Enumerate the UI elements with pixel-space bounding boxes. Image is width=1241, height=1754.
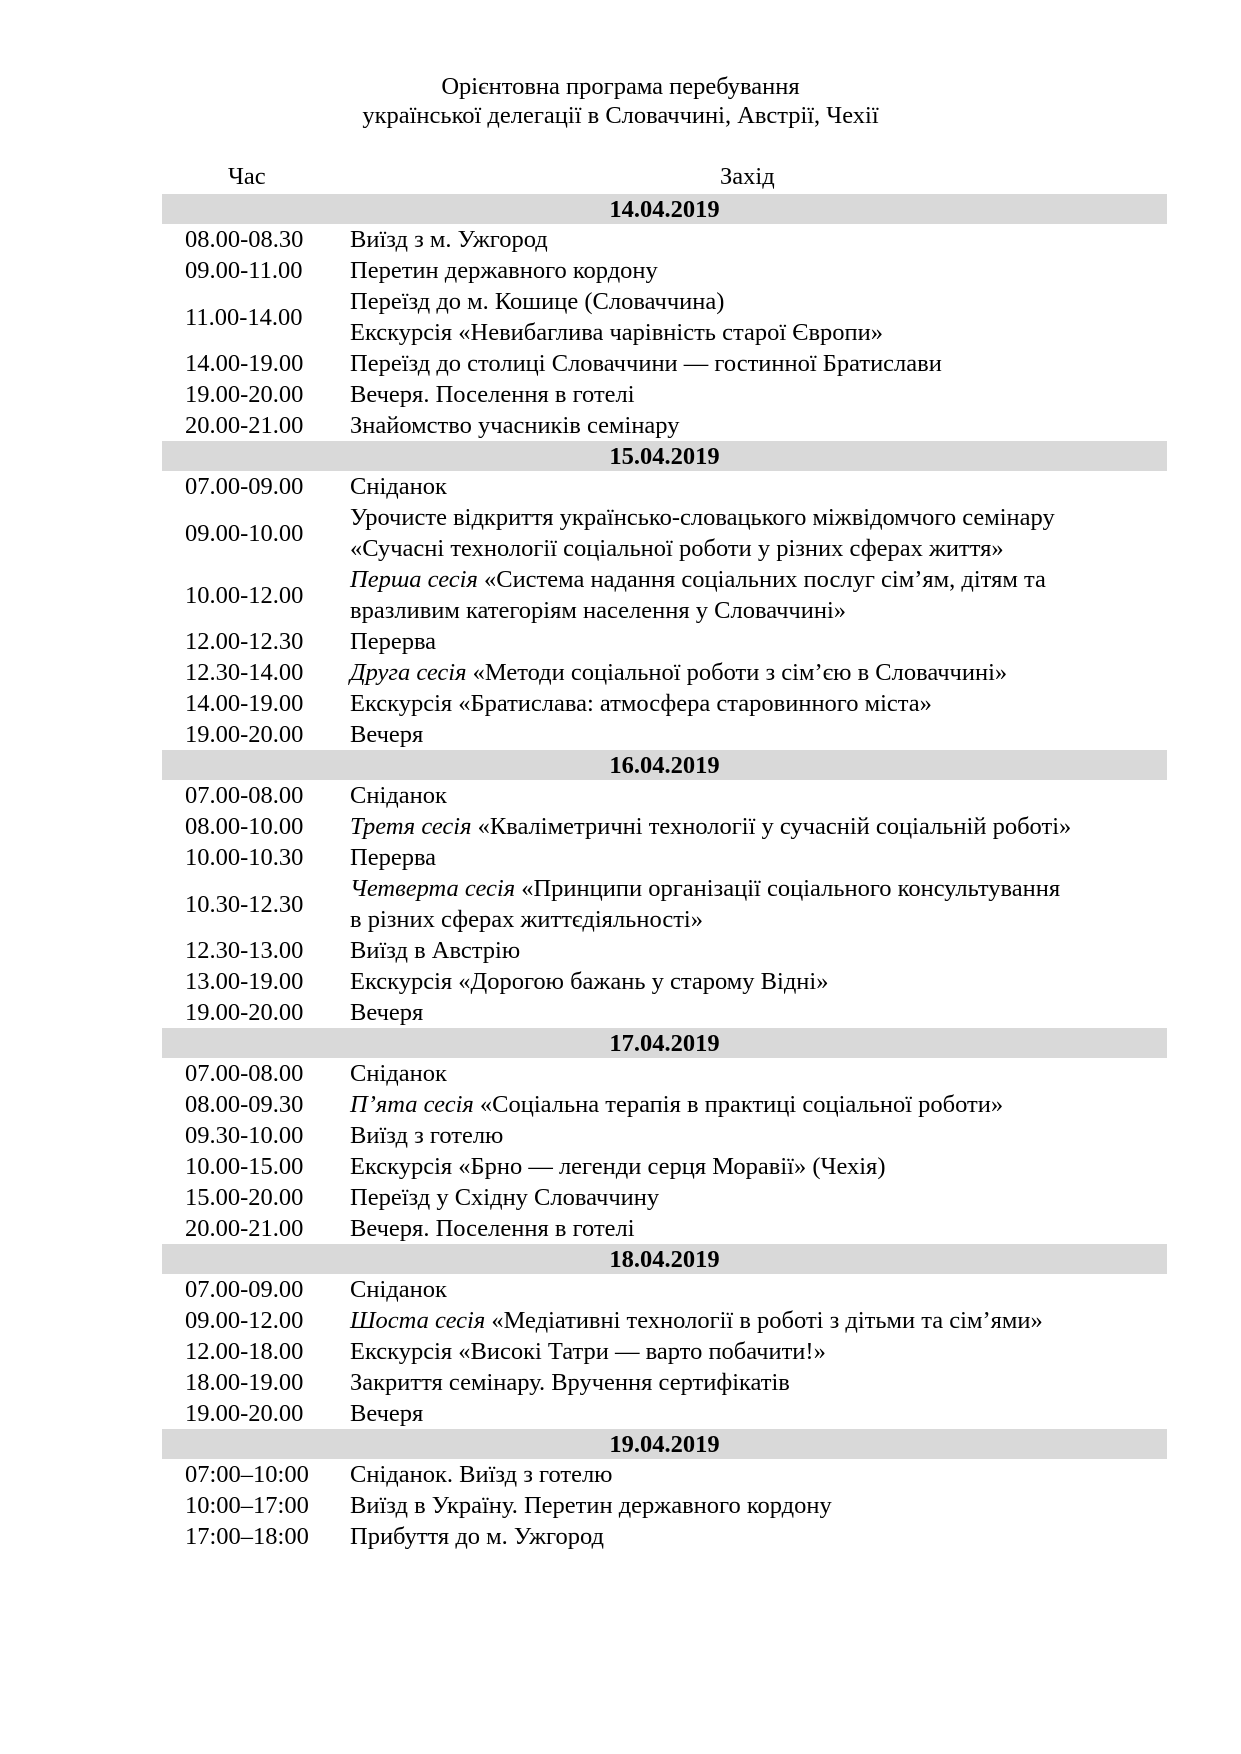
event-text: Сніданок bbox=[350, 473, 447, 500]
schedule-row bbox=[162, 1398, 1167, 1429]
day-header: 17.04.2019 bbox=[162, 1028, 1167, 1058]
event-line bbox=[350, 904, 1167, 935]
event-text: Переїзд до м. Кошице (Словаччина) bbox=[350, 288, 725, 315]
schedule-row bbox=[162, 1367, 1167, 1398]
event-text: Вечеря. Поселення в готелі bbox=[350, 1215, 635, 1242]
row-event bbox=[350, 626, 1167, 657]
row-time: 10.30-12.30 bbox=[185, 890, 304, 918]
row-event bbox=[350, 811, 1167, 842]
row-time: 14.00-19.00 bbox=[185, 690, 304, 717]
schedule-row bbox=[162, 842, 1167, 873]
event-line bbox=[350, 410, 1167, 441]
schedule-row bbox=[162, 471, 1167, 502]
row-event bbox=[350, 379, 1167, 410]
row-time: 12.00-18.00 bbox=[185, 1338, 304, 1365]
row-event bbox=[350, 255, 1167, 286]
row-time: 19.00-20.00 bbox=[185, 1400, 304, 1427]
schedule-row bbox=[162, 564, 1167, 626]
event-line bbox=[350, 1367, 1167, 1398]
schedule-row bbox=[162, 379, 1167, 410]
schedule-table bbox=[162, 194, 1167, 1552]
row-event bbox=[350, 1089, 1167, 1120]
event-line bbox=[350, 842, 1167, 873]
document-title bbox=[0, 72, 1241, 130]
schedule-row bbox=[162, 1151, 1167, 1182]
row-time: 09.30-10.00 bbox=[185, 1122, 304, 1149]
row-event bbox=[350, 1490, 1167, 1521]
row-event bbox=[350, 471, 1167, 502]
schedule-row bbox=[162, 1305, 1167, 1336]
event-text: «Система надання соціальних послуг сім’ям, дітям та bbox=[477, 566, 1046, 593]
row-time: 08.00-10.00 bbox=[185, 813, 304, 840]
event-line bbox=[350, 317, 1167, 348]
schedule-row bbox=[162, 1459, 1167, 1490]
event-text: Екскурсія «Братислава: атмосфера старовинного міста» bbox=[350, 690, 932, 717]
row-time: 08.00-08.30 bbox=[185, 226, 304, 253]
event-line bbox=[350, 626, 1167, 657]
event-line bbox=[350, 1274, 1167, 1305]
event-line bbox=[350, 873, 1167, 904]
schedule-row bbox=[162, 1336, 1167, 1367]
schedule-row bbox=[162, 966, 1167, 997]
row-time: 10:00–17:00 bbox=[185, 1492, 309, 1519]
row-time: 07:00–10:00 bbox=[185, 1461, 309, 1488]
event-text: Виїзд в Україну. Перетин державного кордону bbox=[350, 1492, 832, 1519]
event-text: Екскурсія «Високі Татри — варто побачити!» bbox=[350, 1338, 826, 1365]
schedule-row bbox=[162, 1058, 1167, 1089]
event-text: Переїзд у Східну Словаччину bbox=[350, 1184, 660, 1211]
event-text: Екскурсія «Дорогою бажань у старому Відні» bbox=[350, 968, 829, 995]
event-text: «Методи соціальної роботи з сім’єю в Словаччині» bbox=[466, 659, 1008, 686]
row-time: 11.00-14.00 bbox=[185, 303, 303, 331]
row-time: 20.00-21.00 bbox=[185, 1215, 304, 1242]
row-event bbox=[350, 1398, 1167, 1429]
row-event bbox=[350, 1274, 1167, 1305]
row-time: 12.30-13.00 bbox=[185, 937, 304, 964]
event-text: Сніданок bbox=[350, 782, 447, 809]
event-text: Виїзд в Австрію bbox=[350, 937, 521, 964]
event-text: в різних сферах життєдіяльності» bbox=[350, 906, 703, 933]
day-header: 16.04.2019 bbox=[162, 750, 1167, 780]
row-time: 19.00-20.00 bbox=[185, 381, 304, 408]
event-line bbox=[350, 1058, 1167, 1089]
event-text: Сніданок bbox=[350, 1060, 447, 1087]
event-text: «Кваліметричні технології у сучасній соціальній роботі» bbox=[471, 813, 1072, 840]
event-text: Виїзд з готелю bbox=[350, 1122, 504, 1149]
event-line bbox=[350, 935, 1167, 966]
event-line bbox=[350, 1151, 1167, 1182]
row-time: 17:00–18:00 bbox=[185, 1523, 309, 1550]
event-text: «Медіативні технології в роботі з дітьми та сім’ями» bbox=[485, 1307, 1043, 1334]
day-header: 14.04.2019 bbox=[162, 194, 1167, 224]
row-event bbox=[350, 1213, 1167, 1244]
schedule-row bbox=[162, 1274, 1167, 1305]
event-line bbox=[350, 1305, 1167, 1336]
schedule-row bbox=[162, 1182, 1167, 1213]
event-line bbox=[350, 255, 1167, 286]
schedule-row bbox=[162, 1120, 1167, 1151]
row-event bbox=[350, 1336, 1167, 1367]
session-name: П’ята сесія bbox=[350, 1091, 474, 1118]
event-line bbox=[350, 1089, 1167, 1120]
row-time: 19.00-20.00 bbox=[185, 999, 304, 1026]
event-line bbox=[350, 1398, 1167, 1429]
row-time: 12.30-14.00 bbox=[185, 659, 304, 686]
row-time: 10.00-12.00 bbox=[185, 581, 304, 609]
row-time: 12.00-12.30 bbox=[185, 628, 304, 655]
row-time: 19.00-20.00 bbox=[185, 721, 304, 748]
schedule-row bbox=[162, 719, 1167, 750]
event-text: Прибуття до м. Ужгород bbox=[350, 1523, 604, 1550]
row-time: 15.00-20.00 bbox=[185, 1184, 304, 1211]
event-text: Вечеря. Поселення в готелі bbox=[350, 381, 635, 408]
event-text: Екскурсія «Брно — легенди серця Моравії» (Чехія) bbox=[350, 1153, 886, 1180]
schedule-row bbox=[162, 997, 1167, 1028]
event-line bbox=[350, 1182, 1167, 1213]
row-event bbox=[350, 780, 1167, 811]
title-line-1: Орієнтовна програма перебування bbox=[441, 73, 800, 100]
event-line bbox=[350, 379, 1167, 410]
schedule-row bbox=[162, 1521, 1167, 1552]
schedule-row bbox=[162, 780, 1167, 811]
row-time: 08.00-09.30 bbox=[185, 1091, 304, 1118]
row-event bbox=[350, 1521, 1167, 1552]
row-time: 13.00-19.00 bbox=[185, 968, 304, 995]
row-time: 07.00-08.00 bbox=[185, 782, 304, 809]
schedule-row bbox=[162, 286, 1167, 348]
row-time: 07.00-09.00 bbox=[185, 473, 304, 500]
schedule-row bbox=[162, 873, 1167, 935]
day-header: 15.04.2019 bbox=[162, 441, 1167, 471]
event-text: Екскурсія «Невибаглива чарівність старої Європи» bbox=[350, 319, 884, 346]
row-time: 07.00-08.00 bbox=[185, 1060, 304, 1087]
event-line bbox=[350, 657, 1167, 688]
event-text: «Соціальна терапія в практиці соціальної роботи» bbox=[473, 1091, 1004, 1118]
column-header-event: Захід bbox=[720, 163, 775, 190]
schedule-row bbox=[162, 1490, 1167, 1521]
event-line bbox=[350, 286, 1167, 317]
event-line bbox=[350, 1490, 1167, 1521]
row-event bbox=[350, 410, 1167, 441]
event-text: вразливим категоріям населення у Словаччині» bbox=[350, 597, 847, 624]
session-name: Перша сесія bbox=[350, 566, 478, 593]
event-text: Урочисте відкриття українсько-словацького міжвідомчого семінару bbox=[350, 504, 1055, 531]
session-name: Друга сесія bbox=[350, 659, 467, 686]
row-event bbox=[350, 1459, 1167, 1490]
row-time: 10.00-15.00 bbox=[185, 1153, 304, 1180]
event-line bbox=[350, 224, 1167, 255]
event-line bbox=[350, 1521, 1167, 1552]
event-text: Закриття семінару. Вручення сертифікатів bbox=[350, 1369, 790, 1396]
row-event bbox=[350, 873, 1167, 935]
row-time: 09.00-12.00 bbox=[185, 1307, 304, 1334]
column-headers bbox=[0, 163, 1241, 193]
event-line bbox=[350, 719, 1167, 750]
event-text: Перерва bbox=[350, 844, 437, 871]
row-time: 14.00-19.00 bbox=[185, 350, 304, 377]
row-event bbox=[350, 966, 1167, 997]
row-time: 09.00-11.00 bbox=[185, 257, 303, 284]
event-line bbox=[350, 688, 1167, 719]
row-event bbox=[350, 842, 1167, 873]
event-line bbox=[350, 1459, 1167, 1490]
schedule-row bbox=[162, 1213, 1167, 1244]
row-time: 10.00-10.30 bbox=[185, 844, 304, 871]
schedule-row bbox=[162, 688, 1167, 719]
schedule-row bbox=[162, 657, 1167, 688]
event-text: Перетин державного кордону bbox=[350, 257, 658, 284]
day-header: 18.04.2019 bbox=[162, 1244, 1167, 1274]
row-event bbox=[350, 719, 1167, 750]
event-line bbox=[350, 811, 1167, 842]
schedule-row bbox=[162, 626, 1167, 657]
event-text: Вечеря bbox=[350, 721, 424, 748]
event-text: Переїзд до столиці Словаччини — гостинної Братислави bbox=[350, 350, 942, 377]
event-text: Виїзд з м. Ужгород bbox=[350, 226, 548, 253]
event-line bbox=[350, 502, 1167, 533]
schedule-row bbox=[162, 935, 1167, 966]
row-event bbox=[350, 1182, 1167, 1213]
row-event bbox=[350, 1120, 1167, 1151]
schedule-row bbox=[162, 1089, 1167, 1120]
event-line bbox=[350, 564, 1167, 595]
schedule-row bbox=[162, 348, 1167, 379]
title-line-2: української делегації в Словаччині, Австрії, Чехії bbox=[362, 102, 879, 129]
event-line bbox=[350, 471, 1167, 502]
row-event bbox=[350, 224, 1167, 255]
event-text: Сніданок bbox=[350, 1276, 447, 1303]
event-text: Перерва bbox=[350, 628, 437, 655]
row-event bbox=[350, 348, 1167, 379]
event-text: Сніданок. Виїзд з готелю bbox=[350, 1461, 613, 1488]
event-text: «Принципи організації соціального консультування bbox=[515, 875, 1061, 902]
row-event bbox=[350, 1305, 1167, 1336]
event-text: «Сучасні технології соціальної роботи у різних сферах життя» bbox=[350, 535, 1004, 562]
row-event bbox=[350, 564, 1167, 626]
schedule-row bbox=[162, 224, 1167, 255]
row-event bbox=[350, 286, 1167, 348]
row-event bbox=[350, 1058, 1167, 1089]
row-event bbox=[350, 688, 1167, 719]
row-time: 07.00-09.00 bbox=[185, 1276, 304, 1303]
event-text: Вечеря bbox=[350, 1400, 424, 1427]
schedule-row bbox=[162, 410, 1167, 441]
column-header-time: Час bbox=[228, 163, 266, 190]
schedule-row bbox=[162, 502, 1167, 564]
session-name: Четверта сесія bbox=[350, 875, 516, 902]
row-time: 20.00-21.00 bbox=[185, 412, 304, 439]
event-line bbox=[350, 533, 1167, 564]
schedule-row bbox=[162, 811, 1167, 842]
event-line bbox=[350, 997, 1167, 1028]
row-event bbox=[350, 1151, 1167, 1182]
event-line bbox=[350, 1213, 1167, 1244]
session-name: Шоста сесія bbox=[350, 1307, 486, 1334]
event-line bbox=[350, 595, 1167, 626]
event-line bbox=[350, 1336, 1167, 1367]
event-text: Знайомство учасників семінару bbox=[350, 412, 680, 439]
row-event bbox=[350, 657, 1167, 688]
row-time: 09.00-10.00 bbox=[185, 519, 304, 547]
row-time: 18.00-19.00 bbox=[185, 1369, 304, 1396]
day-header: 19.04.2019 bbox=[162, 1429, 1167, 1459]
event-line bbox=[350, 1120, 1167, 1151]
event-line bbox=[350, 348, 1167, 379]
row-event bbox=[350, 935, 1167, 966]
row-event bbox=[350, 997, 1167, 1028]
event-line bbox=[350, 966, 1167, 997]
event-line bbox=[350, 780, 1167, 811]
row-event bbox=[350, 1367, 1167, 1398]
row-event bbox=[350, 502, 1167, 564]
event-text: Вечеря bbox=[350, 999, 424, 1026]
schedule-row bbox=[162, 255, 1167, 286]
session-name: Третя сесія bbox=[350, 813, 472, 840]
